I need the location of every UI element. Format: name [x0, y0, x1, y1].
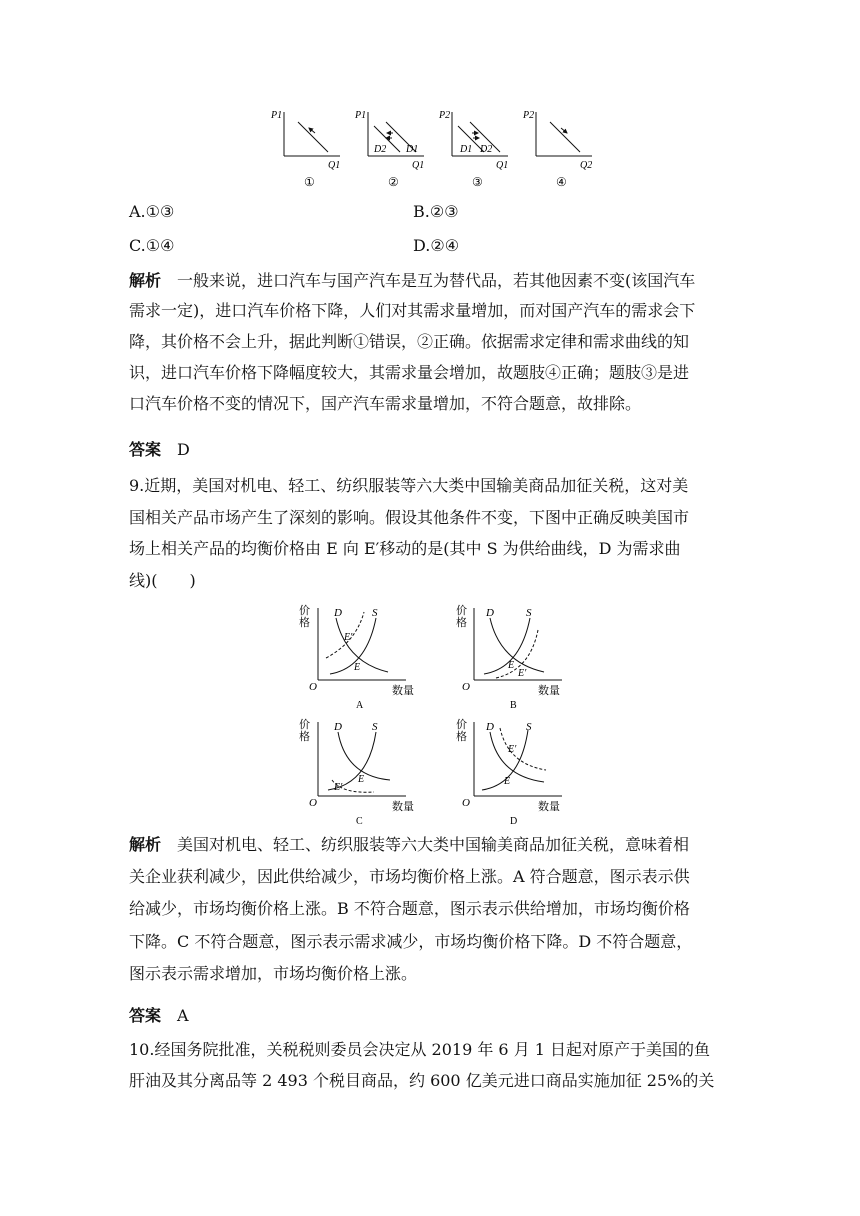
- q9-answer: [129, 1003, 189, 1026]
- panel-2-x-label: Q1: [412, 160, 425, 171]
- answer-value: A: [177, 1006, 189, 1025]
- svg-text:D: D: [486, 721, 494, 733]
- svg-text:O: O: [462, 681, 470, 693]
- q8-analysis-line-1: [129, 268, 695, 291]
- option-d: D.②④: [413, 236, 460, 255]
- q9-line-3: 场上相关产品的均衡价格由 E 向 E′移动的是(其中 S 为供给曲线，D 为需求曲: [129, 539, 681, 558]
- svg-text:B: B: [510, 700, 517, 711]
- svg-text:O: O: [309, 681, 317, 693]
- svg-text:格: 格: [299, 617, 310, 629]
- svg-text:E′: E′: [518, 668, 527, 679]
- svg-text:S: S: [372, 721, 378, 733]
- svg-text:价: 价: [299, 719, 310, 731]
- svg-text:E: E: [508, 660, 515, 671]
- analysis-label: 解析: [129, 835, 162, 854]
- panel-2: [354, 110, 424, 189]
- panel-4-y-label: P2: [523, 110, 535, 121]
- q8-analysis-line-5: 口汽车价格不变的情况下，国产汽车需求量增加，不符合题意，故排除。: [129, 394, 642, 413]
- svg-text:数量: 数量: [538, 801, 560, 813]
- analysis-text: 美国对机电、轻工、纺织服装等六大类中国输美商品加征关税，意味着相: [177, 835, 690, 854]
- svg-text:格: 格: [456, 617, 467, 629]
- answer-label: 答案: [129, 440, 162, 459]
- q9-analysis-line-5: 图示表示需求增加，市场均衡价格上涨。: [129, 964, 418, 983]
- panel-3-curve-2: D2: [480, 144, 493, 155]
- svg-text:D: D: [486, 607, 494, 619]
- panel-2-curve-2: D1: [406, 144, 419, 155]
- panel-2-y-label: P1: [355, 110, 367, 121]
- q9-line-1: 9.近期，美国对机电、轻工、纺织服装等六大类中国输美商品加征关税，这对美: [129, 476, 689, 495]
- q9-analysis-line-1: [129, 832, 689, 855]
- q8-analysis-line-2: 需求一定)，进口汽车价格下降，人们对其需求量增加，而对国产汽车的需求会下: [129, 301, 696, 320]
- svg-text:E′: E′: [508, 744, 517, 755]
- svg-text:D: D: [334, 721, 342, 733]
- analysis-label: 解析: [129, 271, 162, 290]
- svg-text:E: E: [504, 776, 511, 787]
- figure-panel-c: [299, 718, 414, 827]
- panel-1: [270, 110, 340, 189]
- option-b: B.②③: [413, 202, 459, 221]
- q9-analysis-line-2: 关企业获利减少，因此供给减少，市场均衡价格上涨。A 符合题意，图示表示供: [129, 867, 690, 886]
- svg-text:E: E: [354, 662, 361, 673]
- svg-text:D: D: [334, 607, 342, 619]
- demand-shift-figure: [268, 100, 598, 192]
- svg-text:D: D: [510, 816, 518, 827]
- answer-value: D: [177, 440, 190, 459]
- analysis-text: 一般来说，进口汽车与国产汽车是互为替代品，若其他因素不变(该国汽车: [177, 271, 696, 290]
- answer-label: 答案: [129, 1006, 162, 1025]
- figure-panel-b: [456, 604, 562, 711]
- supply-demand-figure: [296, 600, 586, 828]
- panel-4: [522, 110, 592, 189]
- figure-panel-a: [299, 604, 414, 711]
- svg-text:E′: E′: [344, 632, 353, 643]
- panel-1-x-label: Q1: [328, 160, 341, 171]
- svg-text:S: S: [526, 721, 532, 733]
- q9-line-4: 线)( ): [129, 571, 196, 590]
- svg-text:价: 价: [456, 605, 467, 617]
- svg-text:价: 价: [299, 605, 310, 617]
- svg-text:数量: 数量: [392, 685, 414, 697]
- panel-1-caption: ①: [304, 175, 315, 189]
- svg-text:O: O: [462, 797, 470, 809]
- q9-line-2: 国相关产品市场产生了深刻的影响。假设其他条件不变，下图中正确反映美国市: [129, 508, 690, 527]
- svg-text:价: 价: [456, 719, 467, 731]
- panel-3-x-label: Q1: [496, 160, 509, 171]
- panel-2-curve-1: D2: [374, 144, 387, 155]
- q8-analysis-line-4: 识，进口汽车价格下降幅度较大，其需求量会增加，故题肢④正确；题肢③是进: [129, 363, 690, 382]
- svg-text:格: 格: [456, 731, 467, 743]
- q9-analysis-line-4: 下降。C 不符合题意，图示表示需求减少，市场均衡价格下降。D 不符合题意，: [129, 932, 693, 951]
- panel-3-y-label: P2: [439, 110, 451, 121]
- svg-text:数量: 数量: [538, 685, 560, 697]
- svg-text:数量: 数量: [392, 801, 414, 813]
- svg-text:O: O: [309, 797, 317, 809]
- q10-line-2: 肝油及其分离品等 2 493 个税目商品，约 600 亿美元进口商品实施加征 25%的关: [129, 1071, 715, 1090]
- figure-panel-d: [456, 718, 562, 827]
- q10-line-1: 10.经国务院批准，关税税则委员会决定从 2019 年 6 月 1 日起对原产于美国的鱼: [129, 1040, 711, 1059]
- panel-2-caption: ②: [388, 175, 399, 189]
- panel-3-curve-1: D1: [460, 144, 473, 155]
- panel-3: [438, 110, 508, 189]
- option-c: C.①④: [129, 236, 175, 255]
- q9-analysis-line-3: 给减少，市场均衡价格上涨。B 不符合题意，图示表示供给增加，市场均衡价格: [129, 899, 690, 918]
- svg-text:S: S: [526, 607, 532, 619]
- svg-text:S: S: [372, 607, 378, 619]
- svg-text:E: E: [358, 774, 365, 785]
- q8-analysis-line-3: 降，其价格不会上升，据此判断①错误，②正确。依据需求定律和需求曲线的知: [129, 332, 690, 351]
- svg-text:A: A: [356, 700, 364, 711]
- panel-3-caption: ③: [472, 175, 483, 189]
- svg-text:C: C: [356, 816, 363, 827]
- svg-text:E′: E′: [334, 782, 343, 793]
- panel-1-y-label: P1: [271, 110, 283, 121]
- option-a: A.①③: [129, 202, 175, 221]
- panel-4-caption: ④: [556, 175, 567, 189]
- q8-answer: [129, 437, 190, 460]
- svg-text:格: 格: [299, 731, 310, 743]
- panel-4-x-label: Q2: [580, 160, 593, 171]
